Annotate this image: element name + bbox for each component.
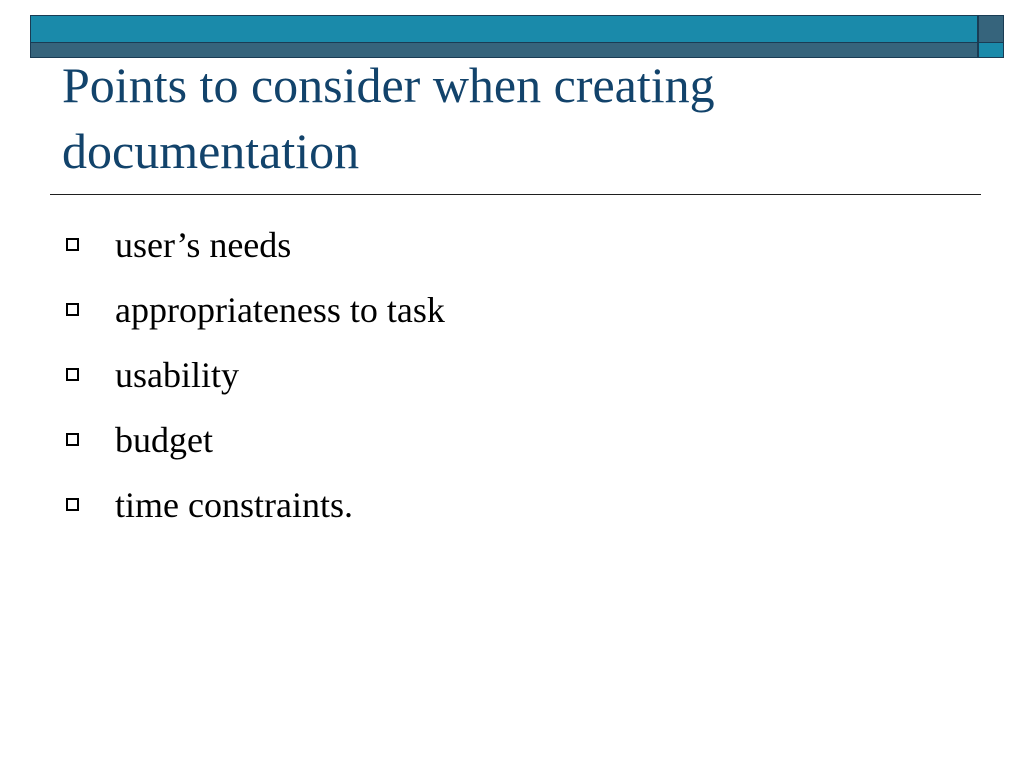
slide-title-line-2: documentation	[62, 123, 360, 179]
hollow-square-icon	[66, 238, 79, 251]
hollow-square-icon	[66, 368, 79, 381]
bullet-item	[66, 212, 445, 277]
hollow-square-icon	[66, 303, 79, 316]
bullet-text: user’s needs	[115, 224, 292, 265]
hollow-square-icon	[66, 498, 79, 511]
slide-title	[62, 52, 962, 184]
header-bar-top	[30, 15, 978, 43]
title-divider	[50, 194, 981, 195]
bullet-list	[66, 212, 445, 537]
bullet-text: appropriateness to task	[115, 289, 445, 330]
bullet-text: usability	[115, 354, 239, 395]
bullet-item	[66, 342, 445, 407]
bullet-item	[66, 407, 445, 472]
hollow-square-icon	[66, 433, 79, 446]
slide-title-line-1: Points to consider when creating	[62, 57, 715, 113]
bullet-item	[66, 472, 445, 537]
header-square-bottom	[978, 42, 1004, 58]
header-square-top	[978, 15, 1004, 43]
bullet-text: time constraints.	[115, 484, 353, 525]
bullet-item	[66, 277, 445, 342]
bullet-text: budget	[115, 419, 213, 460]
